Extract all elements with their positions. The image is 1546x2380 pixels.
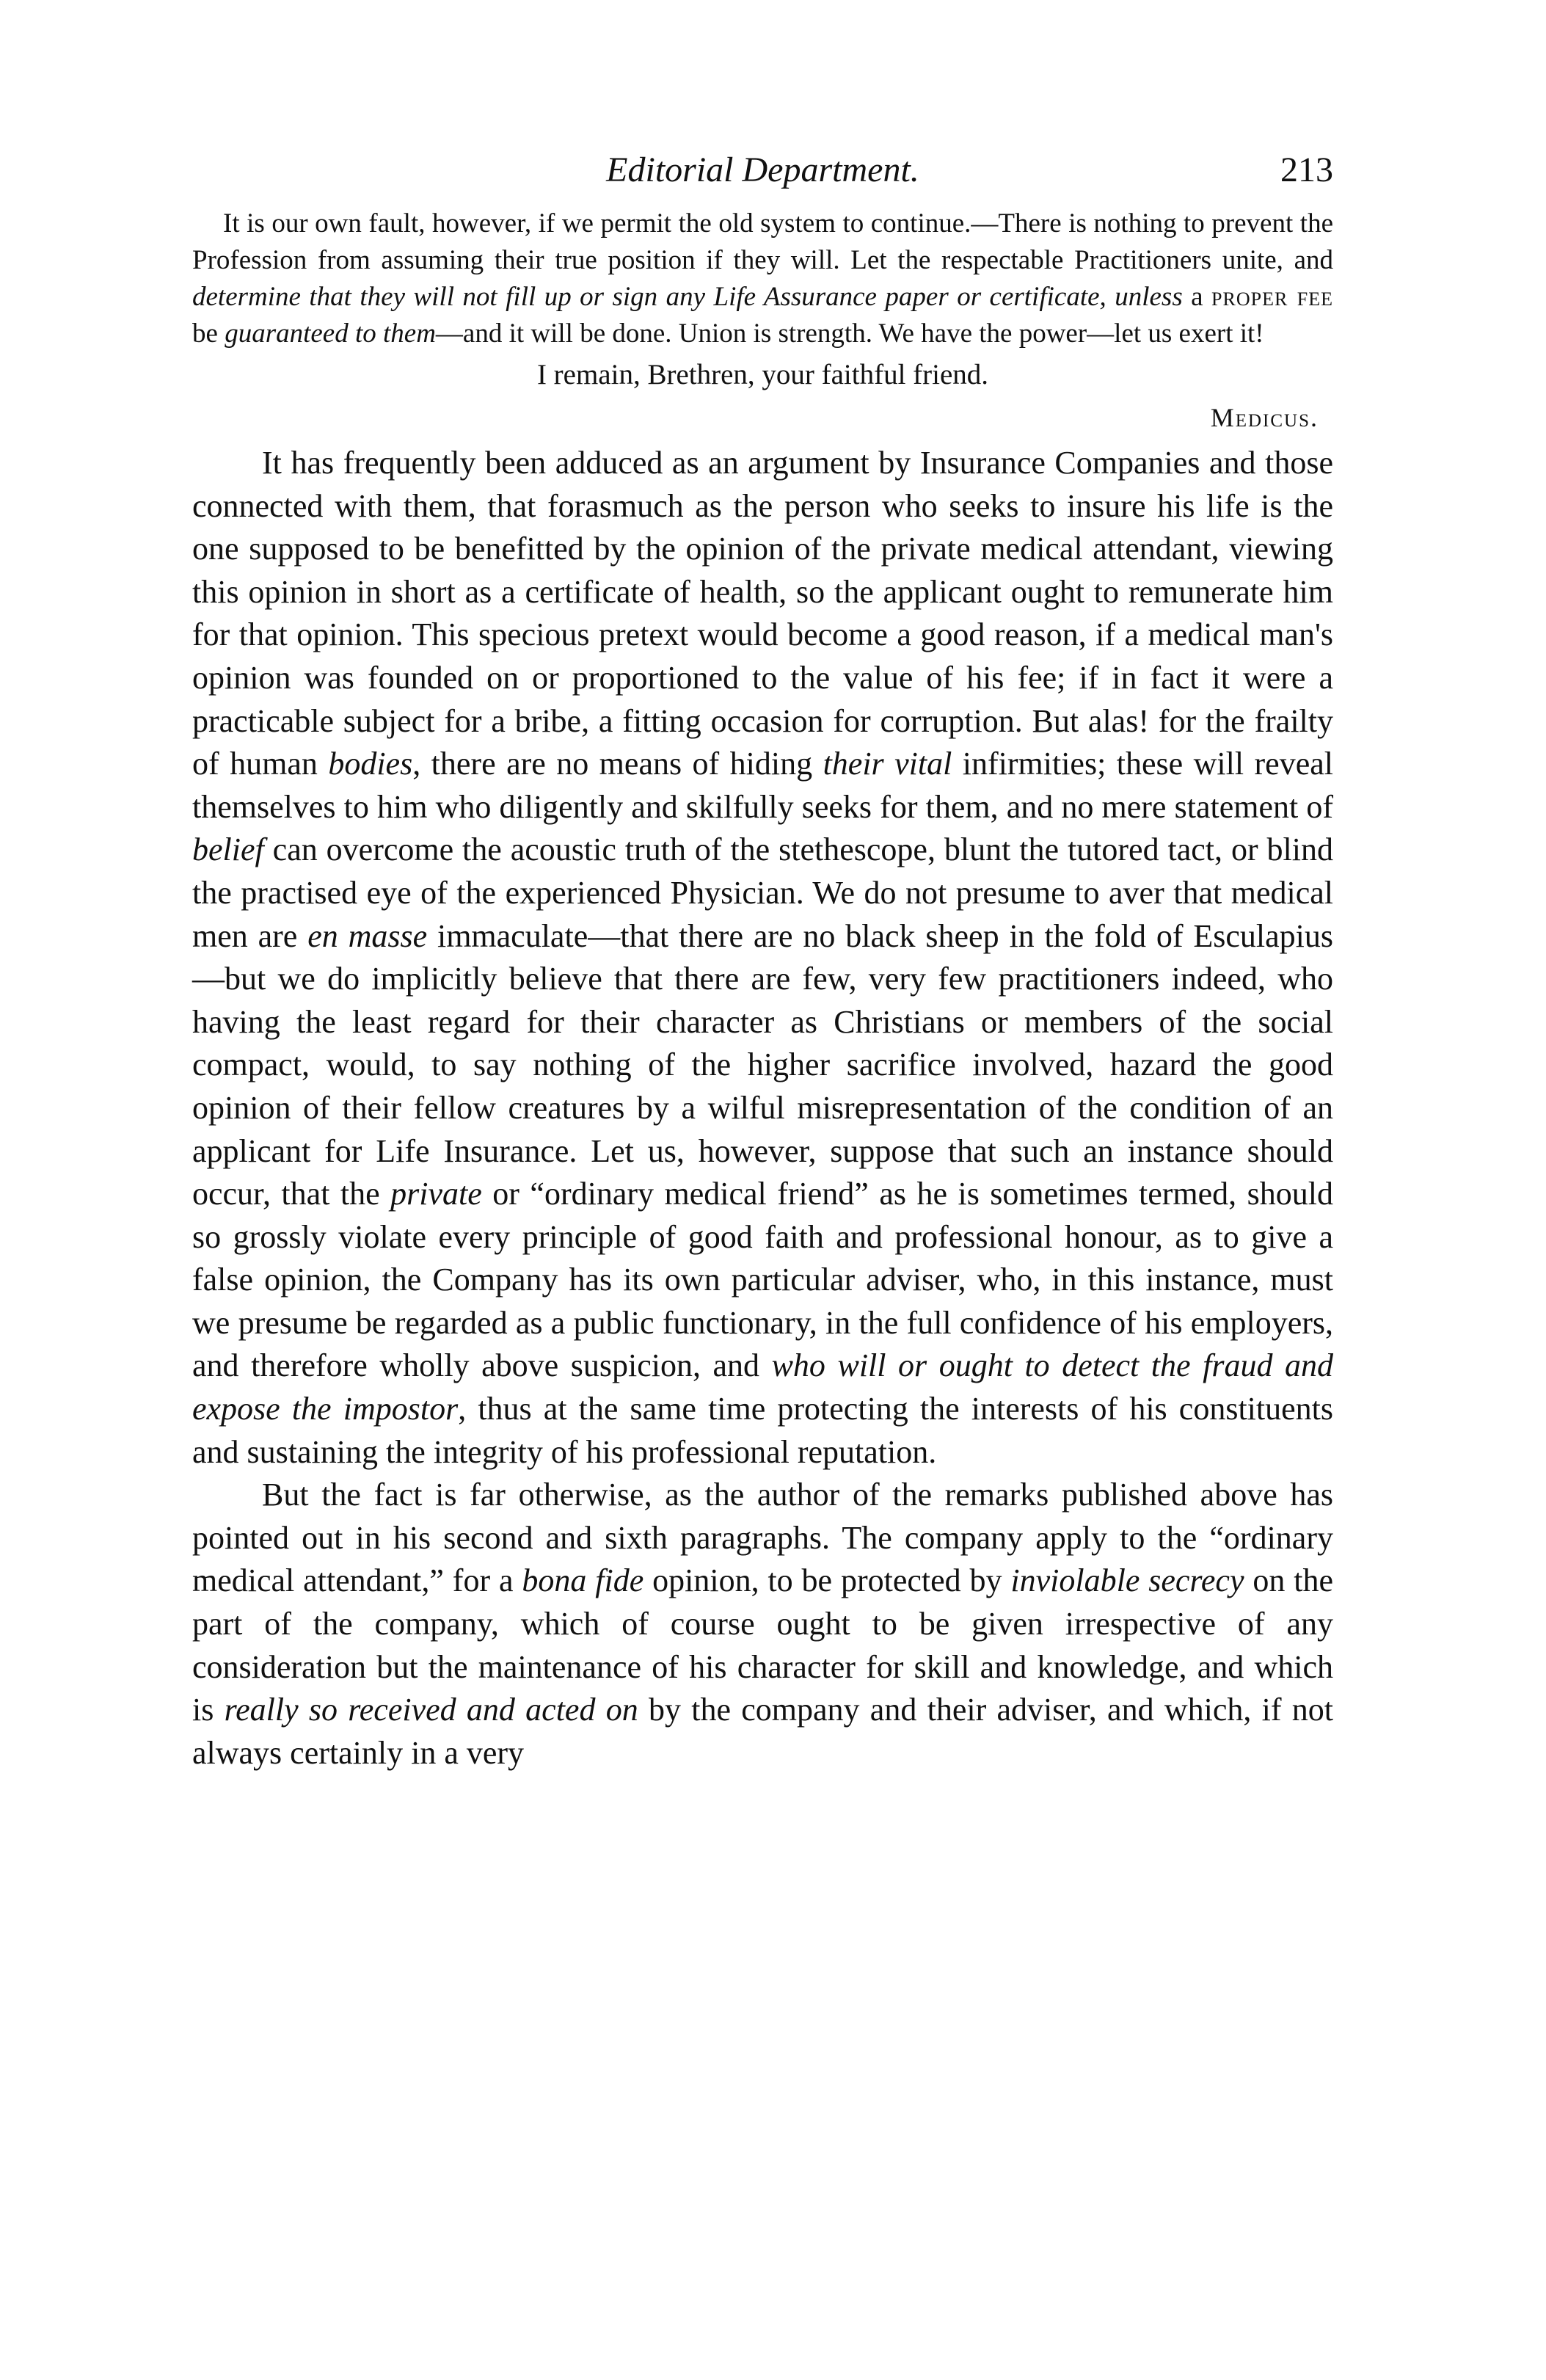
italic-phrase: bona fide	[522, 1562, 644, 1599]
text-run: But the fact is far otherwise, as the author of the remarks published above has pointed out in his second and sixth paragraphs. The company apply to the “ordinary medical attendant,” for a	[192, 1477, 1333, 1599]
letter-text-1: It is our own fault, however, if we permit the old system to continue.—There is nothing to prevent the Profession from assuming their true position if they will. Let the respectable Practitioners unite, and	[192, 208, 1333, 275]
letter-text-3: be	[192, 319, 225, 349]
text-run: or “ordinary medical friend” as he is sometimes termed, should so grossly violate every principle of good faith and professional honour, as to give a false opinion, the Company has its own particular adviser, who, in this instance, must we presume be regarded as a public functionary, in the full confidence of his employers, and therefore wholly above suspicion, and	[192, 1176, 1333, 1384]
italic-phrase: who will or ought to detect the fraud and expose the impostor	[192, 1347, 1333, 1427]
letter-signature: Medicus.	[1210, 403, 1319, 432]
running-title: Editorial Department.	[606, 150, 919, 189]
italic-phrase: their vital	[823, 746, 952, 782]
letter-paragraph	[192, 205, 1333, 352]
running-head	[192, 147, 1333, 205]
text-run: infirmities; these will reveal themselves to him who diligently and skilfully seeks for them, and no mere statement of	[192, 746, 1333, 825]
text-run: can overcome the acoustic truth of the stethescope, blunt the tutored tact, or blind the practised eye of the experienced Physician. We do not presume to aver that medical men are	[192, 831, 1333, 954]
letter-text-2: a	[1182, 282, 1212, 312]
text-run: It has frequently been adduced as an argument by Insurance Companies and those connected with them, that forasmuch as the person who seeks to insure his life is the one supposed to be benefitted by the opinion of the private medical attendant, viewing this opinion in short as a certificate of health, so the applicant ought to remunerate him for that opinion. This specious pretext would become a good reason, if a medical man's opinion was founded on or proportioned to the value of his fee; if in fact it were a practicable subject for a bribe, a fitting occasion for corruption. But alas! for the frailty of human	[192, 445, 1333, 782]
text-run: , there are no means of hiding	[412, 746, 823, 782]
italic-phrase: private	[390, 1176, 482, 1212]
text-run: immaculate—that there are no black sheep in the fold of Esculapius—but we do implicitly believe that there are few, very few practitioners indeed, who having the least regard for their character as Christians or members of the social compact, would, to say nothing of the higher sacrifice involved, hazard the good opinion of their fellow creatures by a wilful misrepresentation of the condition of an applicant for Life Insurance. Let us, however, suppose that such an instance should occur, that the	[192, 917, 1333, 1212]
text-run: by the company and their adviser, and which, if not always certainly in a very	[192, 1692, 1334, 1771]
italic-phrase: really so received and acted on	[224, 1692, 638, 1728]
letter-italic-1: determine that they will not fill up or sign any Life Assurance paper or certificate, unless	[192, 282, 1183, 312]
letter-smallcaps: proper fee	[1211, 282, 1333, 312]
article-paragraph-1	[192, 442, 1333, 1474]
letter-closing: I remain, Brethren, your faithful friend.	[536, 359, 989, 390]
italic-phrase: belief	[192, 831, 264, 868]
italic-phrase: en masse	[307, 917, 428, 954]
letter-text-4: —and it will be done. Union is strength. We have the power—let us exert it!	[435, 319, 1264, 349]
page-number: 213	[1280, 150, 1333, 189]
book-page	[192, 147, 1333, 1775]
article-paragraph-2	[192, 1474, 1333, 1775]
text-run: , thus at the same time protecting the interests of his constituents and sustaining the integrity of his professional reputation.	[192, 1391, 1333, 1470]
text-run: on the part of the company, which of course ought to be given irrespective of any consideration but the maintenance of his character for skill and knowledge, and which is	[192, 1562, 1333, 1728]
text-run: opinion, to be protected by	[643, 1562, 1011, 1599]
italic-phrase: bodies	[328, 746, 413, 782]
italic-phrase: inviolable secrecy	[1010, 1562, 1244, 1599]
letter-italic-2: guaranteed to them	[225, 319, 436, 349]
